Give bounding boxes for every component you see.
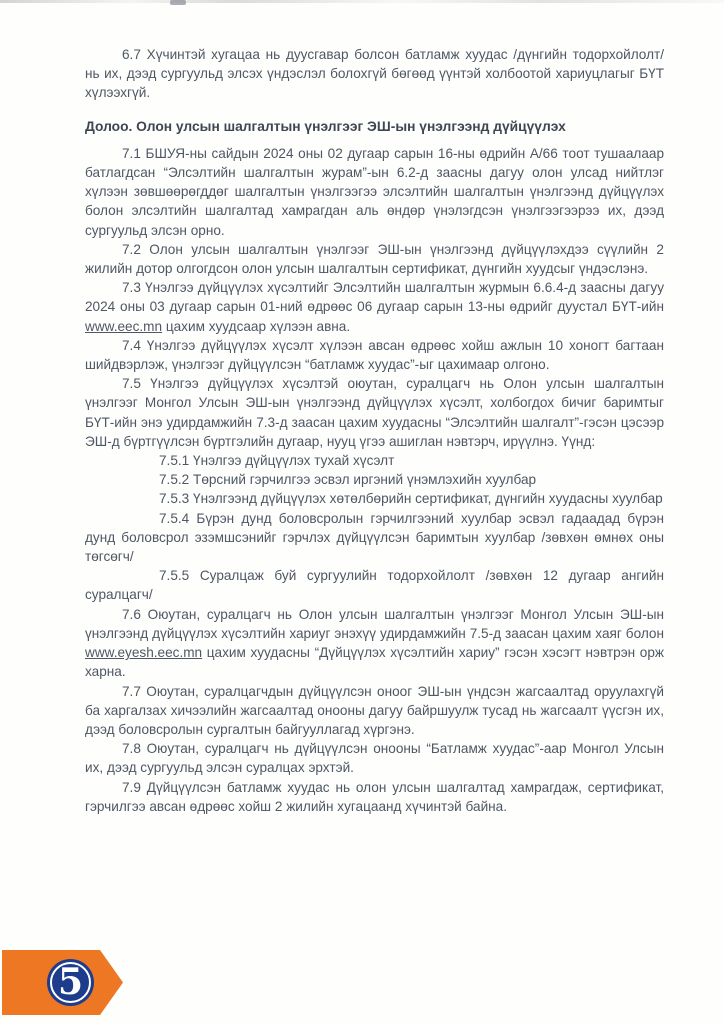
paragraph-6-7: 6.7 Хүчинтэй хугацаа нь дуусгавар болсон батламж хуудас /дүнгийн тодорхойлолт/ нь их, дээд сургуульд элсэх үндэслэл болохгүй бөгөөд үүнтэй холбоотой хариуцлагыг БҮТ хүлээхгүй. (85, 47, 664, 101)
scan-artifact-top (0, 0, 724, 3)
document-content (85, 45, 664, 816)
paragraph-7-6 (85, 605, 664, 682)
paragraph-7-5: 7.5 Үнэлгээ дүйцүүлэх хүсэлтэй оюутан, суралцагч нь Олон улсын шалгалтын үнэлгээг Монгол Улсын ЭШ-ын үнэлгээнд дүйцүүлэх хүсэлт, холбогдох бичиг баримтыг БҮТ-ийн энэ удирдамжийн 7.3-д заасан цахим хуудасны “Элсэлтийн шалгалт”-гэсэн цэсээр ЭШ-д бүртгүүлсэн бүртгэлийн дугаар, нууц үгээ ашиглан нэвтэрч, ирүүлнэ. Үүнд: (85, 376, 664, 449)
paragraph-7-1: 7.1 БШУЯ-ны сайдын 2024 оны 02 дугаар сарын 16-ны өдрийн А/66 тоот тушаалаар батлагдсан “Элсэлтийн шалгалтын журам”-ын 6.2-д заасны дагуу олон улсад нийтлэг хүлээн зөвшөөрөгддөг шалгалтын үнэлгээгээ элсэлтийн шалгалтын үнэлгээнд дүйцүүлэх болон элсэлтийн шалгалтад хамрагдан аль өндөр үнэлэгдсэн үнэлгээгээрээ их, дээд сургуульд элсэн орно. (85, 145, 664, 238)
paragraph-7-2: 7.2 Олон улсын шалгалтын үнэлгээг ЭШ-ын үнэлгээнд дүйцүүлэхдээ сүүлийн 2 жилийн дотор олгогдсон олон улсын шалгалтын сертификат, дүнгийн хуудсыг үндэслэнэ. (85, 241, 664, 277)
page-number-circle (47, 959, 94, 1006)
scan-artifact-speck (170, 0, 186, 5)
paragraph-7-4: 7.4 Үнэлгээ дүйцүүлэх хүсэлт хүлээн авсан өдрөөс хойш ажлын 10 хоногт багтаан шийдвэрлэж, үнэлгээг дүйцүүлсэн “батламж хуудас”-ыг цахимаар олгоно. (85, 337, 664, 373)
page-number-badge (2, 950, 123, 1015)
paragraph-7-3-text-before: 7.3 Үнэлгээ дүйцүүлэх хүсэлтийг Элсэлтийн шалгалтын журмын 6.6.4-д заасны дагуу 2024 оны 03 дугаар сарын 01-ний өдрөөс 06 дугаар сарын 13-ны өдрийг дуустал БҮТ-ийн (85, 280, 664, 315)
paragraph-7-8: 7.8 Оюутан, суралцагч нь дүйцүүлсэн онооны “Батламж хуудас”-аар Монгол Улсын их, дээд сургуульд элсэн суралцах эрхтэй. (85, 741, 664, 776)
list-item-7-5-1: 7.5.1 Үнэлгээ дүйцүүлэх тухай хүсэлт (159, 453, 395, 469)
paragraph-7-7: 7.7 Оюутан, суралцагчдын дүйцүүлсэн оноог ЭШ-ын үндсэн жагсаалтад оруулахгүй ба харгалзах хичээлийн жагсаалтад онооны дагуу байршуулж тусад нь жагсаалт үүсгэн их, дээд боловсролын сургалтын байгууллагад хүргэнэ. (85, 683, 664, 737)
list-item-7-5-4: 7.5.4 Бүрэн дунд боловсролын гэрчилгээний хуулбар эсвэл гадаадад бүрэн дунд боловсрол эзэмшсэнийг гэрчлэх дүйцүүлсэн баримтын хуулбар /зөвхөн өмнөх оны төгсөгч/ (85, 510, 664, 565)
paragraph-7-3 (85, 278, 664, 336)
list-item-7-5-2: 7.5.2 Төрсний гэрчилгээ эсвэл иргэний үнэмлэхийн хуулбар (159, 472, 537, 488)
list-item-7-5-3: 7.5.3 Үнэлгээнд дүйцүүлэх хөтөлбөрийн сертификат, дүнгийн хуудасны хуулбар (159, 491, 663, 507)
eec-website-link[interactable]: www.eec.mn (85, 318, 163, 334)
section-heading-seven: Долоо. Олон улсын шалгалтын үнэлгээг ЭШ-ын үнэлгээнд дүйцүүлэх (85, 118, 566, 134)
paragraph-7-3-text-after: цахим хуудсаар хүлээн авна. (162, 318, 351, 334)
paragraph-7-6-text-after: цахим хуудасны “Дүйцүүлэх хүсэлтийн хариу” гэсэн хэсэгт нэвтрэн орж харна. (85, 645, 664, 680)
list-item-7-5-5: 7.5.5 Суралцаж буй сургуулийн тодорхойлолт /зөвхөн 12 дугаар ангийн суралцагч/ (85, 568, 664, 603)
paragraph-7-6-text-before: 7.6 Оюутан, суралцагч нь Олон улсын шалгалтын үнэлгээг Монгол Улсын ЭШ-ын үнэлгээнд дүйцүүлэх хүсэлтийн хариуг энэхүү удирдамжийн 7.5-д заасан цахим хаяг болон (85, 606, 664, 641)
paragraph-7-9: 7.9 Дүйцүүлсэн батламж хуудас нь олон улсын шалгалтад хамрагдаж, сертификат, гэрчилгээ авсан өдрөөс хойш 2 жилийн хугацаанд хүчинтэй байна. (85, 779, 664, 814)
page-number: 5 (57, 960, 84, 1003)
eyesh-website-link[interactable]: www.eyesh.eec.mn (85, 645, 203, 661)
